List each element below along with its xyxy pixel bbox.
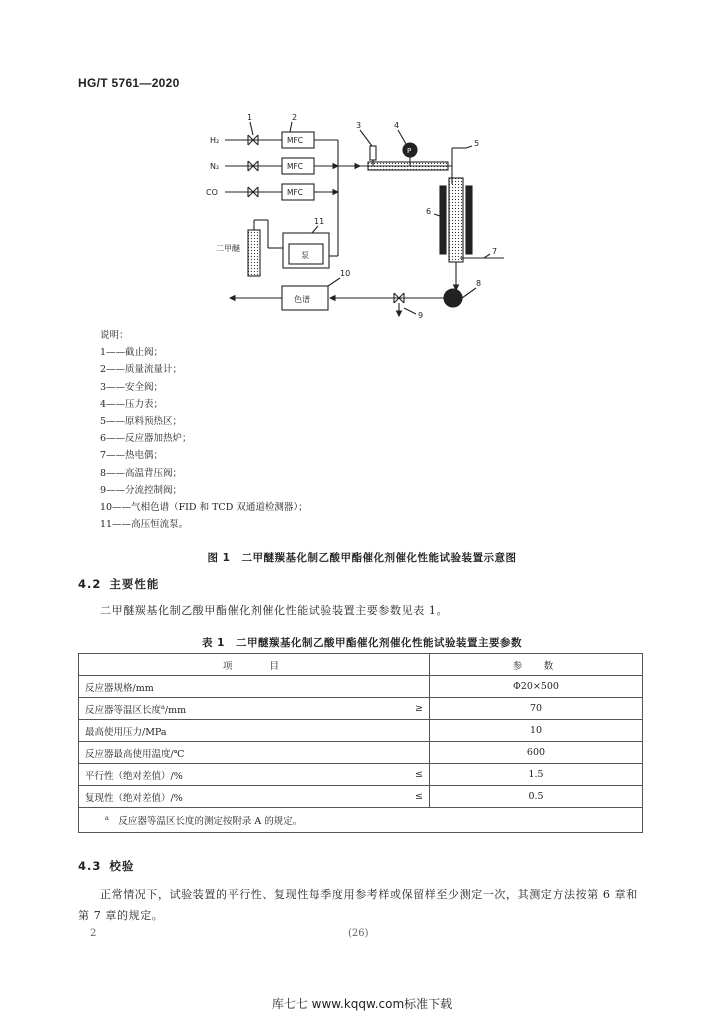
legend-item: 4——压力表； (100, 398, 164, 410)
row-value: 600 (430, 742, 643, 764)
row-item: 最高使用压力/MPa (79, 720, 390, 742)
callout-6: 6 (426, 207, 432, 216)
callout-9: 9 (418, 311, 424, 320)
section-heading-4-2 (78, 576, 159, 592)
table-title: 表 1 二甲醚羰基化制乙酸甲酯催化剂催化性能试验装置主要参数 (202, 637, 522, 649)
row-value: 10 (430, 720, 643, 742)
section-number: 4.2 (78, 577, 102, 591)
legend-item: 1——截止阀； (100, 347, 164, 359)
row-item (79, 698, 390, 720)
callout-5: 5 (474, 139, 480, 148)
table-row (79, 676, 643, 698)
legend-item: 3——安全阀； (100, 381, 164, 393)
footnote-mark: a (105, 813, 109, 822)
callout-11: 11 (314, 217, 325, 226)
legend-item: 2——质量流量计； (100, 364, 183, 376)
row-relation: ≥ (389, 698, 430, 720)
row-relation (389, 742, 430, 764)
page-number: 2 (90, 928, 97, 939)
callout-4: 4 (394, 121, 400, 130)
legend (100, 327, 308, 533)
mfc-label: MFC (287, 162, 304, 171)
row-value: Φ20×500 (430, 676, 643, 698)
row-item-text: 反应器等温区长度 (85, 704, 162, 716)
table-row (79, 742, 643, 764)
section-title: 校验 (109, 859, 135, 873)
figure-caption: 图 1 二甲醚羰基化制乙酸甲酯催化剂催化性能试验装置示意图 (207, 552, 517, 564)
legend-item: 7——热电偶； (100, 450, 164, 462)
table-note (79, 808, 643, 833)
callout-3: 3 (356, 121, 362, 130)
row-value: 1.5 (430, 764, 643, 786)
mfc-label: MFC (287, 188, 304, 197)
legend-item: 9——分流控制阀； (100, 484, 183, 496)
callout-2: 2 (292, 113, 298, 122)
pump-label: 泵 (301, 251, 309, 260)
legend-item: 5——原料预热区； (100, 416, 183, 428)
row-relation (389, 676, 430, 698)
table-header-row (79, 654, 643, 676)
dme-label: 二甲醚 (216, 244, 240, 253)
apparatus-diagram (190, 108, 520, 324)
table-row (79, 698, 643, 720)
section-heading-4-3 (78, 858, 134, 874)
gas-co-label: CO (206, 188, 218, 197)
standard-code: HG/T 5761—2020 (78, 76, 180, 90)
section-number: 4.3 (78, 859, 102, 873)
footnote-mark: a (161, 702, 165, 711)
parameters-table (78, 653, 643, 833)
mfc-label: MFC (287, 136, 304, 145)
page-sub-number: (26) (348, 928, 369, 939)
table-row (79, 720, 643, 742)
row-item: 复现性（绝对差值）/% (79, 786, 390, 808)
legend-item: 6——反应器加热炉； (100, 433, 192, 445)
col-header-value: 参 数 (430, 654, 643, 676)
legend-title: 说明： (100, 330, 129, 341)
pressure-label: P (407, 147, 412, 155)
table-row (79, 786, 643, 808)
legend-item: 8——高温背压阀； (100, 467, 183, 479)
row-item: 反应器最高使用温度/℃ (79, 742, 390, 764)
gas-n2-label: N₂ (210, 162, 220, 171)
section-title: 主要性能 (109, 577, 160, 591)
gas-h2-label: H₂ (210, 136, 220, 145)
row-relation (389, 720, 430, 742)
row-relation: ≤ (389, 786, 430, 808)
row-value: 70 (430, 698, 643, 720)
col-header-item: 项 目 (79, 654, 430, 676)
paragraph-4-2: 二甲醚羰基化制乙酸甲酯催化剂催化性能试验装置主要参数见表 1。 (100, 604, 449, 617)
legend-item: 10——气相色谱（FID 和 TCD 双通道检测器）； (100, 502, 308, 514)
row-value: 0.5 (430, 786, 643, 808)
paragraph-4-3: 正常情况下，试验装置的平行性、复现性每季度用参考样或保留样至少测定一次，其测定方法按第 6 章和第 7 章的规定。 (78, 888, 638, 922)
download-footer: 库七七 www.kqqw.com标准下载 (271, 997, 453, 1011)
row-item: 反应器规格/mm (79, 676, 390, 698)
row-item-unit: /mm (164, 704, 187, 716)
table-row (79, 764, 643, 786)
callout-1: 1 (247, 113, 253, 122)
note-text: 反应器等温区长度的测定按附录 A 的规定。 (118, 816, 303, 827)
table-note-row (79, 808, 643, 833)
callout-8: 8 (476, 279, 482, 288)
legend-item: 11——高压恒流泵。 (100, 519, 189, 531)
callout-10: 10 (340, 269, 351, 278)
row-item: 平行性（绝对差值）/% (79, 764, 390, 786)
row-relation: ≤ (389, 764, 430, 786)
gc-label: 色谱 (294, 295, 310, 304)
callout-7: 7 (492, 247, 498, 256)
